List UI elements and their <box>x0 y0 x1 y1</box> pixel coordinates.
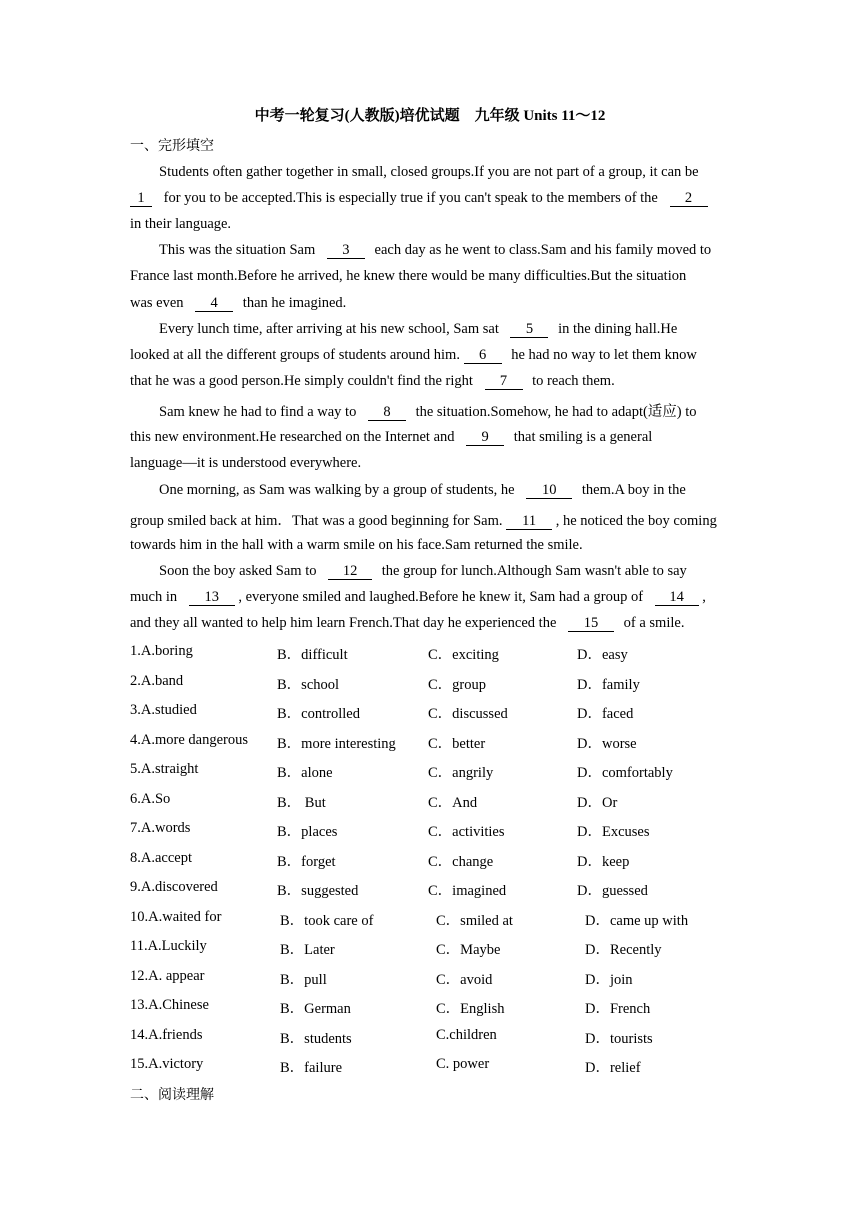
option-a: 11.A.Luckily <box>130 938 207 954</box>
option-a: 7.A.words <box>130 820 191 836</box>
passage-line <box>130 295 346 312</box>
blank-15: 15 <box>568 616 614 632</box>
option-b: B．failure <box>280 1060 343 1076</box>
blank-8: 8 <box>368 405 406 421</box>
option-a: 13.A.Chinese <box>130 997 209 1013</box>
blank-13: 13 <box>189 590 235 606</box>
passage-text: , everyone smiled and laughed.Before he knew it, Sam had a group of <box>238 589 644 605</box>
option-c: C．exciting <box>428 647 499 663</box>
option-b: B．places <box>277 824 338 840</box>
option-b: B．took care of <box>280 912 374 929</box>
passage-text: each day as he went to class.Sam and his family moved to <box>374 242 712 258</box>
option-c: C．English <box>436 1001 505 1017</box>
blank-4: 4 <box>195 296 233 312</box>
passage-line: Students often gather together in small, closed groups.If you are not part of a group, it can be <box>159 164 699 180</box>
option-b: B． But <box>277 794 326 811</box>
passage-text: he had no way to let them know <box>511 347 697 363</box>
passage-line: France last month.Before he arrived, he knew there would be many difficulties.But the situation <box>130 268 687 284</box>
option-c: C．group <box>428 676 486 693</box>
option-d: D．guessed <box>577 883 648 899</box>
blank-11: 11 <box>506 514 552 530</box>
option-d: D．easy <box>577 647 628 663</box>
passage-text: One morning, as Sam was walking by a group of students, he <box>159 482 515 498</box>
option-c: C．activities <box>428 824 505 840</box>
passage-text: Every lunch time, after arriving at his new school, Sam sat <box>159 321 499 337</box>
option-b: B．forget <box>277 853 336 870</box>
option-row <box>130 879 730 899</box>
section-heading-cloze: 一、完形填空 <box>130 138 214 154</box>
blank-3: 3 <box>327 243 365 259</box>
option-c: C．imagined <box>428 883 507 899</box>
option-row <box>130 1027 730 1047</box>
option-d: D．keep <box>577 853 630 870</box>
blank-7: 7 <box>485 374 523 390</box>
blank-9: 9 <box>466 430 504 446</box>
passage-line <box>130 589 706 606</box>
option-b: B．Later <box>280 942 335 958</box>
option-b: B．pull <box>280 971 327 988</box>
passage-text: This was the situation Sam <box>159 242 316 258</box>
option-row <box>130 791 730 811</box>
option-c: C．Maybe <box>436 942 501 958</box>
option-row <box>130 732 730 752</box>
option-d: D．comfortably <box>577 765 673 781</box>
passage-line <box>159 400 697 421</box>
passage-text: much in <box>130 589 178 605</box>
passage-text: to reach them. <box>532 373 615 389</box>
option-a: 1.A.boring <box>130 643 193 659</box>
option-d: D．faced <box>577 706 634 722</box>
passage-line <box>130 190 708 207</box>
option-b: B．students <box>280 1030 352 1047</box>
option-d: D．tourists <box>585 1030 653 1047</box>
passage-text: was even <box>130 295 184 311</box>
section-heading-reading: 二、阅读理解 <box>130 1087 214 1103</box>
option-c: C．discussed <box>428 706 508 722</box>
option-b: B．alone <box>277 765 333 781</box>
option-a: 3.A.studied <box>130 702 197 718</box>
passage-text: them.A boy in the <box>581 482 686 498</box>
option-d: D．Excuses <box>577 824 650 840</box>
passage-line <box>159 482 686 499</box>
passage-text: looked at all the different groups of students around him. <box>130 347 460 363</box>
option-row <box>130 673 730 693</box>
option-d: D．French <box>585 1001 651 1017</box>
passage-line: language—it is understood everywhere. <box>130 455 362 471</box>
option-row <box>130 643 730 663</box>
passage-text: the situation.Somehow, he had to adapt(适应) to <box>415 404 697 420</box>
option-d: D．worse <box>577 735 637 752</box>
option-d: D．relief <box>585 1060 641 1076</box>
option-c: C．And <box>428 794 478 811</box>
blank-14: 14 <box>655 590 699 606</box>
passage-line: in their language. <box>130 216 232 232</box>
option-c: C．better <box>428 735 486 752</box>
passage-text: of a smile. <box>623 615 685 631</box>
option-row <box>130 938 730 958</box>
passage-line <box>159 242 711 259</box>
passage-line <box>130 429 652 446</box>
blank-12: 12 <box>328 564 372 580</box>
option-a: 8.A.accept <box>130 849 192 866</box>
option-d: D．family <box>577 676 640 693</box>
passage-line <box>159 321 677 338</box>
passage-text: than he imagined. <box>242 295 347 311</box>
option-d: D．Recently <box>585 942 662 958</box>
passage-line <box>130 509 717 530</box>
option-row <box>130 850 730 870</box>
passage-line <box>159 563 687 580</box>
option-b: B．difficult <box>277 647 348 663</box>
option-b: B．controlled <box>277 706 360 722</box>
option-row <box>130 761 730 781</box>
option-d: D．came up with <box>585 912 689 929</box>
option-c: C．angrily <box>428 765 494 781</box>
passage-text: that he was a good person.He simply couldn't find the right <box>130 373 473 389</box>
option-c: C．avoid <box>436 971 493 988</box>
option-a: 10.A.waited for <box>130 908 222 925</box>
option-d: D．join <box>585 971 633 988</box>
option-a: 2.A.band <box>130 672 184 689</box>
passage-text: that smiling is a general <box>513 429 653 445</box>
option-a: 14.A.friends <box>130 1026 203 1043</box>
passage-line <box>130 615 684 632</box>
blank-6: 6 <box>464 348 502 364</box>
option-a: 12.A. appear <box>130 967 205 984</box>
option-a: 9.A.discovered <box>130 879 218 895</box>
passage-text: Soon the boy asked Sam to <box>159 563 317 579</box>
option-row <box>130 968 730 988</box>
option-a: 6.A.So <box>130 790 171 807</box>
option-a: 15.A.victory <box>130 1056 204 1072</box>
passage-text: , <box>702 589 706 605</box>
passage-text: the group for lunch.Although Sam wasn't able to say <box>381 563 687 579</box>
option-row <box>130 909 730 929</box>
option-row <box>130 997 730 1017</box>
option-row <box>130 702 730 722</box>
passage-line <box>130 373 615 390</box>
passage-line <box>130 347 697 364</box>
option-row <box>130 1056 730 1076</box>
blank-2: 2 <box>670 191 708 207</box>
option-c: C．smiled at <box>436 912 513 929</box>
passage-line: towards him in the hall with a warm smile on his face.Sam returned the smile. <box>130 537 583 553</box>
option-b: B．suggested <box>277 883 359 899</box>
blank-1: 1 <box>130 191 152 207</box>
option-d: D．Or <box>577 794 618 811</box>
passage-text: group smiled back at him．That was a good beginning for Sam. <box>130 513 503 529</box>
option-c: C．change <box>428 853 494 870</box>
option-row <box>130 820 730 840</box>
option-a: 4.A.more dangerous <box>130 731 248 748</box>
option-b: B．school <box>277 676 340 693</box>
passage-text: Sam knew he had to find a way to <box>159 404 357 420</box>
page-title: 中考一轮复习(人教版)培优试题 九年级 Units 11～12 <box>254 108 606 124</box>
blank-10: 10 <box>526 483 572 499</box>
option-c: C.children <box>436 1026 497 1043</box>
blank-5: 5 <box>510 322 548 338</box>
passage-text: for you to be accepted.This is especially true if you can't speak to the members of the <box>163 190 658 206</box>
passage-text: and they all wanted to help him learn French.That day he experienced the <box>130 615 557 631</box>
option-a: 5.A.straight <box>130 761 199 777</box>
passage-text: this new environment.He researched on the Internet and <box>130 429 455 445</box>
passage-text: in the dining hall.He <box>558 321 678 337</box>
passage-text: , he noticed the boy coming <box>555 513 717 529</box>
option-c: C. power <box>436 1056 490 1072</box>
option-b: B．German <box>280 1001 351 1017</box>
option-b: B．more interesting <box>277 735 396 752</box>
